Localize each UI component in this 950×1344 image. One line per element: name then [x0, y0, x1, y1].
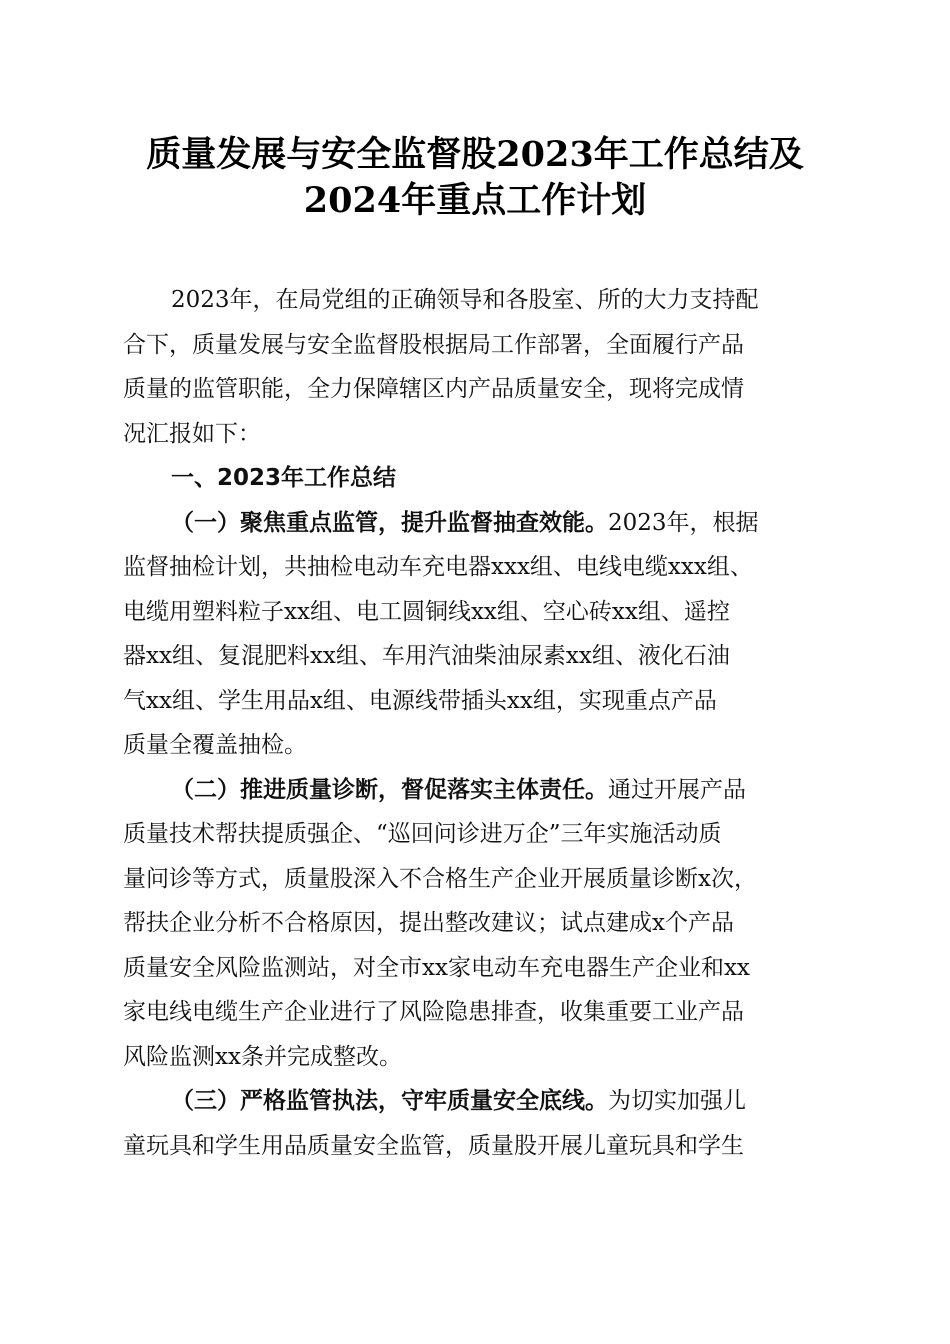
item-2-line: 质量安全风险监测站，对全市xx家电动车充电器生产企业和xx — [123, 954, 750, 981]
item-1-text: 2023年，根据 — [608, 509, 759, 536]
title-line-2: 2024年重点工作计划 — [303, 180, 647, 221]
intro-line: 质量的监管职能，全力保障辖区内产品质量安全，现将完成情 — [123, 376, 744, 402]
item-1-paragraph — [123, 501, 828, 768]
item-2-line: 量问诊等方式，质量股深入不合格生产企业开展质量诊断x次， — [123, 865, 757, 892]
title-line-1: 质量发展与安全监督股2023年工作总结及 — [146, 134, 804, 175]
item-2-text: 通过开展产品 — [608, 776, 746, 803]
item-2-first-line — [123, 768, 828, 813]
item-2-line: 帮扶企业分析不合格原因，提出整改建议；试点建成x个产品 — [123, 910, 734, 936]
item-2-paragraph — [123, 768, 828, 1080]
item-1-line: 电缆用塑料粒子xx组、电工圆铜线xx组、空心砖xx组、遥控 — [123, 598, 730, 625]
intro-line: 2023年，在局党组的正确领导和各股室、所的大力支持配 — [171, 287, 759, 313]
item-1-line: 器xx组、复混肥料xx组、车用汽油柴油尿素xx组、液化石油 — [123, 643, 730, 669]
item-2-lead: （二）推进质量诊断，督促落实主体责任。 — [171, 775, 608, 803]
document-body — [123, 278, 828, 1168]
item-2-line: 质量技术帮扶提质强企、“巡回问诊进万企”三年实施活动质 — [123, 821, 722, 847]
intro-line: 合下，质量发展与安全监督股根据局工作部署，全面履行产品 — [123, 331, 744, 358]
item-1-first-line — [123, 501, 828, 546]
item-2-line: 风险监测xx条并完成整改。 — [123, 1043, 402, 1070]
item-3-text: 为切实加强儿 — [608, 1088, 746, 1114]
item-3-lead: （三）严格监管执法，守牢质量安全底线。 — [171, 1087, 608, 1114]
item-1-line: 质量全覆盖抽检。 — [123, 732, 307, 758]
document-title — [0, 132, 950, 224]
item-3-first-line — [123, 1079, 828, 1124]
item-1-lead: （一）聚焦重点监管，提升监督抽查效能。 — [171, 508, 608, 536]
item-1-line: 气xx组、学生用品x组、电源线带插头xx组，实现重点产品 — [123, 687, 717, 714]
item-1-line: 监督抽检计划，共抽检电动车充电器xxx组、电线电缆xxx组、 — [123, 554, 753, 580]
intro-paragraph — [123, 278, 828, 456]
item-3-paragraph — [123, 1079, 828, 1168]
item-2-line: 家电线电缆生产企业进行了风险隐患排查，收集重要工业产品 — [123, 999, 744, 1025]
section-heading: 一、2023年工作总结 — [171, 465, 397, 491]
item-3-line: 童玩具和学生用品质量安全监管，质量股开展儿童玩具和学生 — [123, 1132, 744, 1159]
intro-line: 况汇报如下： — [123, 420, 261, 447]
